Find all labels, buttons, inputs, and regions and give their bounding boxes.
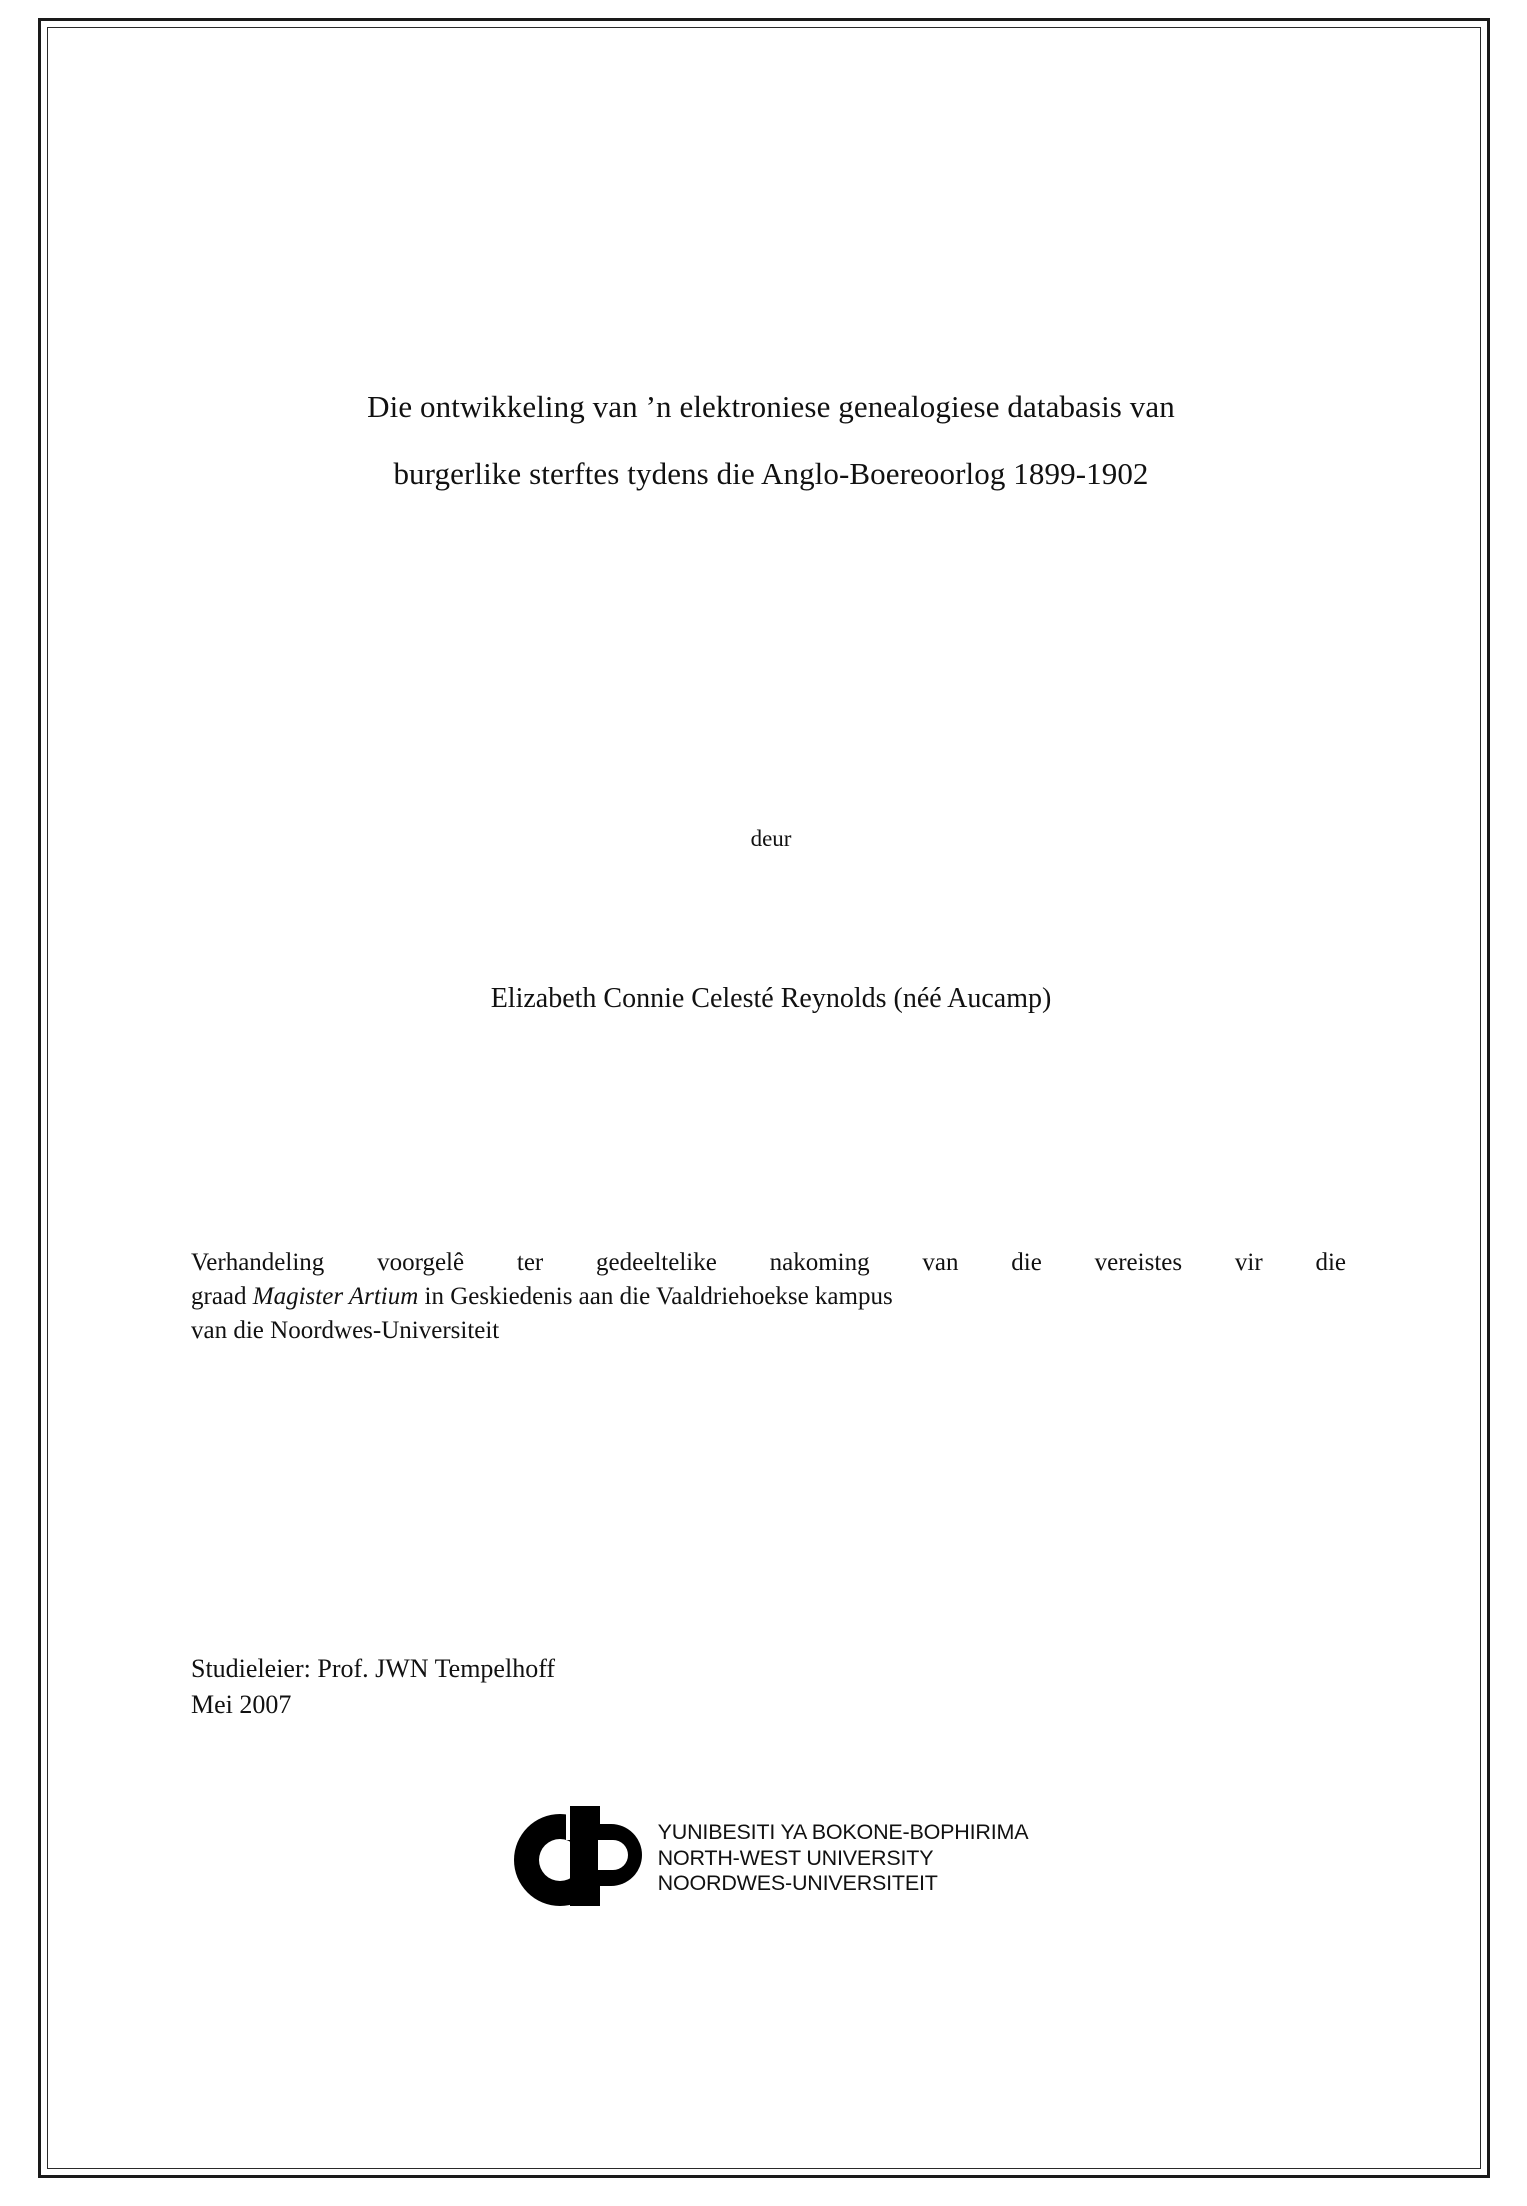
degree-name: Magister Artium xyxy=(252,1283,419,1310)
logo-text-line-3: NOORDWES-UNIVERSITEIT xyxy=(657,1871,938,1896)
author-name: Elizabeth Connie Celesté Reynolds (néé Aucamp) xyxy=(490,983,1052,1014)
date-line: Mei 2007 xyxy=(191,1689,292,1719)
university-logo-text xyxy=(658,1820,1029,1897)
degree-statement-line-3: van die Noordwes-Universiteit xyxy=(191,1317,500,1344)
logo-text-line-1: YUNIBESITI YA BOKONE-BOPHIRIMA xyxy=(657,1819,1029,1844)
degree-statement-line-2-post: in Geskiedenis aan die Vaaldriehoekse kampus xyxy=(418,1283,893,1310)
north-west-university-logo-icon xyxy=(514,1806,646,1911)
degree-statement-line-2 xyxy=(191,1280,1346,1314)
page-border xyxy=(38,18,1490,2178)
supervisor-line: Studieleier: Prof. JWN Tempelhoff xyxy=(191,1654,556,1683)
degree-statement-line-1: Verhandeling voorgelê ter gedeeltelike nakoming van die vereistes vir die xyxy=(191,1249,1346,1276)
university-logo xyxy=(181,1806,1361,1911)
title-line-2: burgerlike sterftes tydens die Anglo-Boereoorlog 1899-1902 xyxy=(393,456,1149,491)
title-line-1: Die ontwikkeling van ’n elektroniese genealogiese databasis van xyxy=(367,389,1175,424)
degree-statement-line-2-pre: graad xyxy=(191,1283,253,1310)
supervisor-block xyxy=(191,1651,1091,1723)
page-title xyxy=(181,391,1361,489)
logo-text-line-2: NORTH-WEST UNIVERSITY xyxy=(657,1845,934,1870)
degree-statement xyxy=(191,1246,1346,1348)
by-label: deur xyxy=(750,826,792,851)
title-page-content xyxy=(181,21,1361,2175)
